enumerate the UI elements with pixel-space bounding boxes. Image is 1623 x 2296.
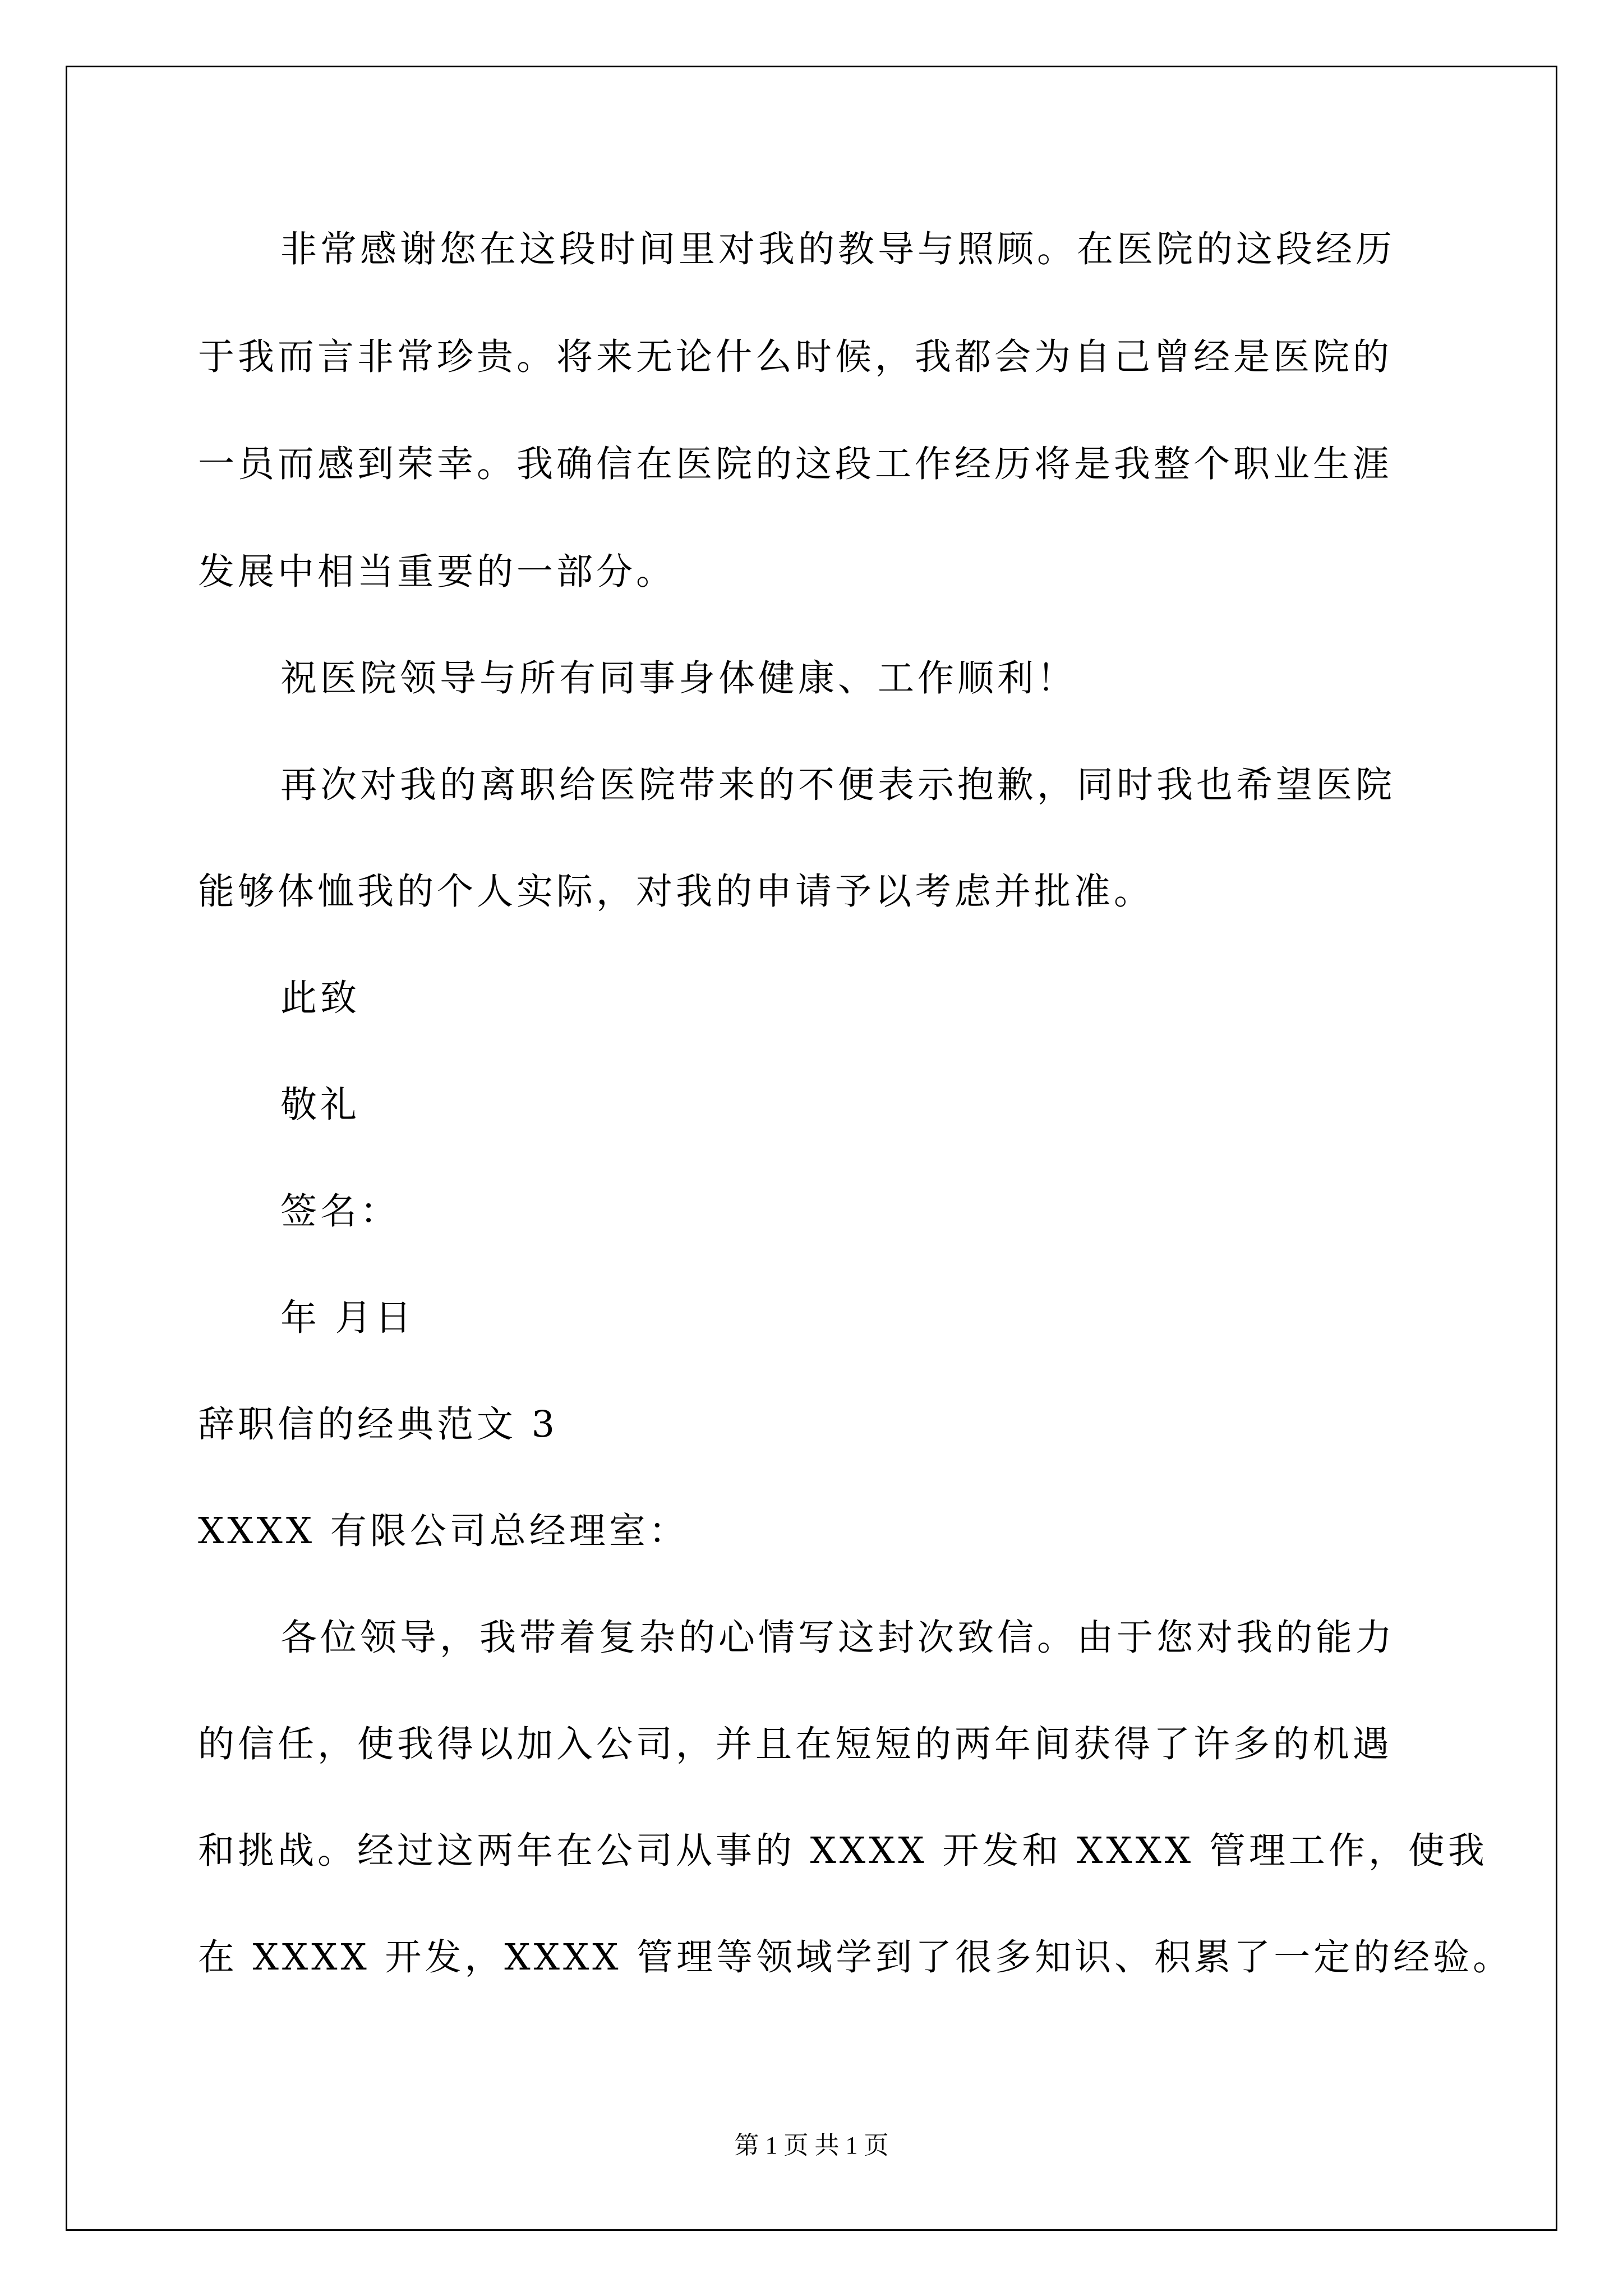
paragraph-line: 各位领导，我带着复杂的心情写这封次致信。由于您对我的能力 (280, 1617, 1396, 1659)
page-border (66, 66, 1557, 2231)
section-title: 辞职信的经典范文 3 (198, 1404, 559, 1446)
paragraph-line: 的信任，使我得以加入公司，并且在短短的两年间获得了许多的机遇 (198, 1723, 1393, 1765)
paragraph-line: 再次对我的离职给医院带来的不便表示抱歉，同时我也希望医院 (280, 764, 1396, 806)
paragraph-line: 非常感谢您在这段时间里对我的教导与照顾。在医院的这段经历 (280, 228, 1396, 270)
paragraph-line: 在 XXXX 开发，XXXX 管理等领域学到了很多知识、积累了一定的经验。 (198, 1936, 1513, 1978)
page-footer: 第 1 页 共 1 页 (734, 2132, 889, 2159)
paragraph-line: 能够体恤我的个人实际，对我的申请予以考虑并批准。 (198, 871, 1154, 913)
closing-line: 敬礼 (280, 1084, 361, 1126)
recipient-line: XXXX 有限公司总经理室： (198, 1510, 689, 1552)
paragraph-line: 一员而感到荣幸。我确信在医院的这段工作经历将是我整个职业生涯 (198, 443, 1393, 485)
closing-line: 此致 (280, 977, 361, 1019)
paragraph-line: 于我而言非常珍贵。将来无论什么时候，我都会为自己曾经是医院的 (198, 336, 1393, 378)
paragraph-line: 祝医院领导与所有同事身体健康、工作顺利！ (280, 657, 1077, 700)
paragraph-line: 发展中相当重要的一部分。 (198, 551, 676, 593)
signature-line: 签名： (280, 1190, 400, 1232)
paragraph-line: 和挑战。经过这两年在公司从事的 XXXX 开发和 XXXX 管理工作，使我 (198, 1830, 1488, 1872)
date-line: 年 月日 (280, 1297, 415, 1339)
